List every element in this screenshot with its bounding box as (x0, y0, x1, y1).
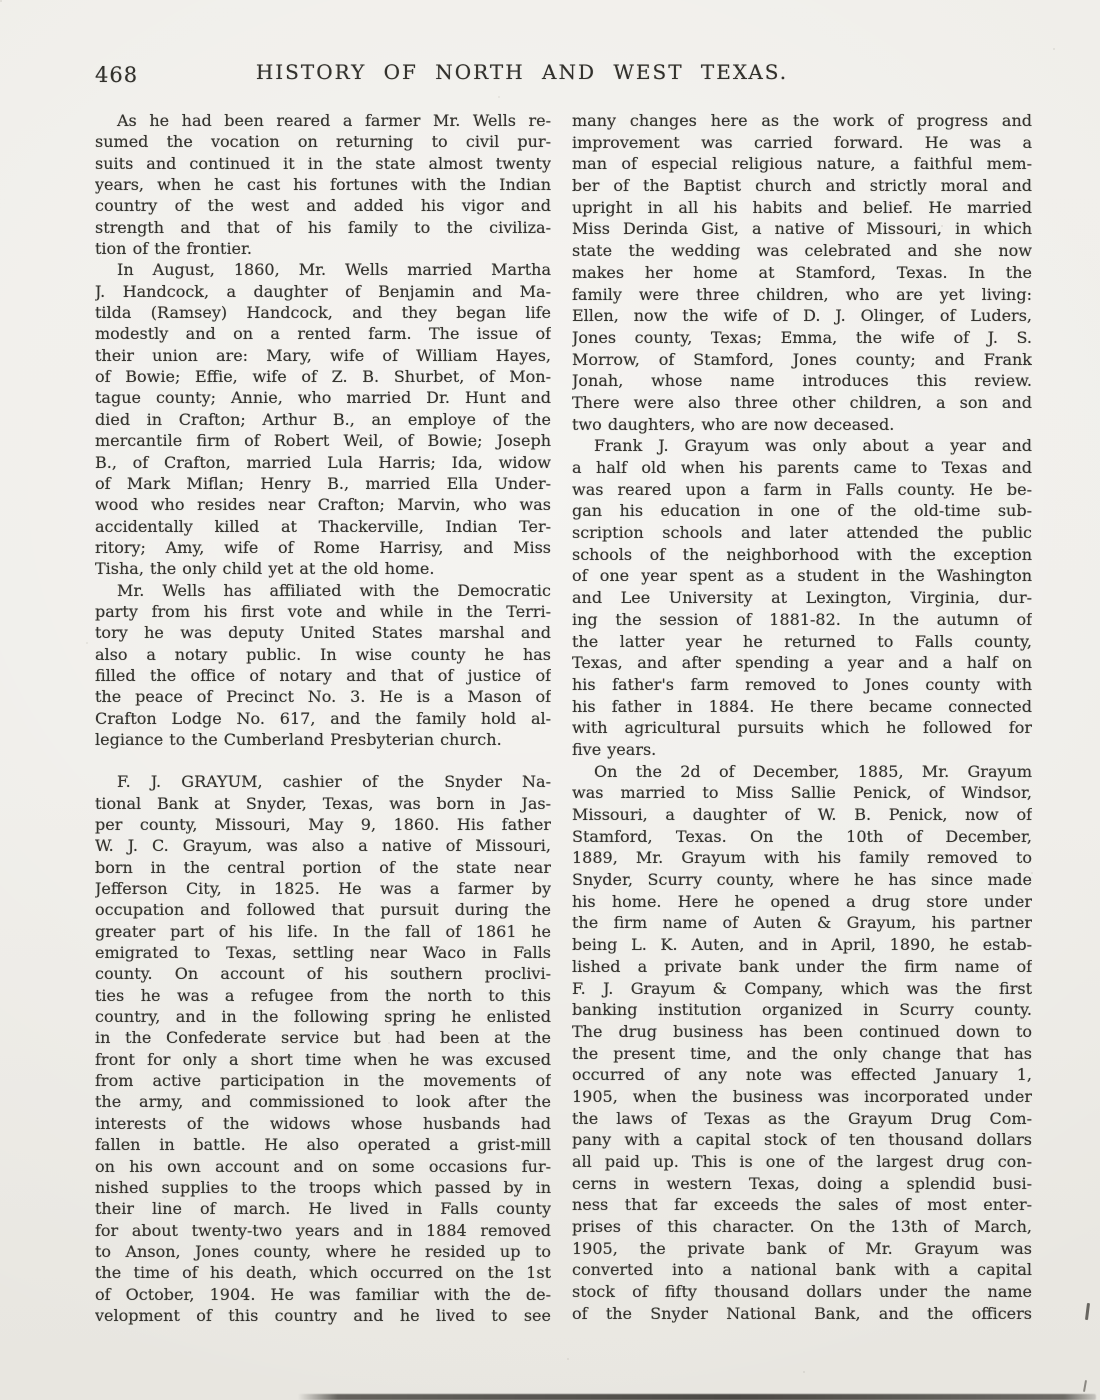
text-line: legiance to the Cumberland Presbyterian church. (95, 729, 502, 749)
text-line: the present time, and the only change that has (572, 1043, 1032, 1063)
text-line: and Lee University at Lexington, Virginia, dur- (572, 588, 1032, 608)
text-line: the laws of Texas as the Grayum Drug Com- (572, 1108, 1032, 1128)
text-line: Missouri, a daughter of W. B. Penick, now of (572, 805, 1032, 824)
text-line: a half old when his parents came to Texas and (572, 458, 1032, 477)
text-line: the firm name of Auten & Grayum, his partner (572, 913, 1032, 933)
column-right (572, 110, 1032, 1326)
text-line: of October, 1904. He was familiar with the de- (95, 1284, 551, 1304)
text-line: 1905, the private bank of Mr. Grayum was (572, 1238, 1032, 1258)
text-line: ties he was a refugee from the north to this (95, 985, 551, 1005)
text-line: Stamford, Texas. On the 10th of December, (572, 826, 1032, 846)
text-line: to Anson, Jones county, where he resided up to (95, 1241, 551, 1261)
text-line: ing the session of 1881-82. In the autumn of (572, 609, 1032, 629)
text-line: The drug business has been continued down to (572, 1021, 1032, 1041)
text-line: 1905, when the business was incorporated under (572, 1086, 1032, 1106)
text-line: being L. K. Auten, and in April, 1890, he estab- (572, 935, 1032, 955)
text-line: ritory; Amy, wife of Rome Harrisy, and Miss (95, 537, 551, 557)
text-line: his father's farm removed to Jones county with (572, 674, 1032, 694)
text-line: the army, and commissioned to look after the (95, 1092, 551, 1112)
text-line: As he had been reared a farmer Mr. Wells re- (117, 111, 551, 130)
text-line: B., of Crafton, married Lula Harris; Ida, widow (95, 452, 551, 472)
paragraph (572, 110, 1032, 435)
text-line: prises of this character. On the 13th of March, (572, 1217, 1032, 1237)
text-line: wood who resides near Crafton; Marvin, who was (95, 495, 551, 515)
text-line: man of especial religious nature, a faithful mem- (572, 154, 1032, 174)
text-line: five years. (572, 739, 657, 759)
text-line: of one year spent as a student in the Washington (572, 566, 1032, 586)
text-line: county. On account of his southern proclivi- (95, 964, 551, 984)
text-line: modestly and on a rented farm. The issue of (95, 324, 551, 344)
text-line: mercantile firm of Robert Weil, of Bowie; Joseph (95, 431, 551, 451)
text-line: Jonah, whose name introduces this review. (572, 371, 1032, 391)
text-line: makes her home at Stamford, Texas. In the (572, 262, 1032, 282)
scan-edge-mark (1085, 1303, 1090, 1320)
text-line: sumed the vocation on returning to civil pur- (95, 132, 551, 152)
text-line: occupation and followed that pursuit during the (95, 900, 551, 920)
text-line: the peace of Precinct No. 3. He is a Mason of (95, 687, 551, 707)
text-line: many changes here as the work of progress and (572, 111, 1032, 130)
text-line: In August, 1860, Mr. Wells married Martha (117, 260, 551, 280)
text-line: velopment of this country and he lived to see (95, 1305, 551, 1325)
paragraph (95, 110, 551, 259)
text-line: for about twenty-two years and in 1884 removed (95, 1220, 551, 1240)
text-line: tilda (Ramsey) Handcock, and they began life (95, 303, 551, 323)
text-line: all paid up. This is one of the largest drug con- (572, 1152, 1032, 1171)
text-line: F. J. GRAYUM, cashier of the Snyder Na- (117, 772, 551, 792)
text-line: his home. Here he opened a drug store under (572, 891, 1032, 911)
text-line: improvement was carried forward. He was a (572, 132, 1032, 152)
text-line: tion of the frontier. (95, 239, 252, 259)
text-line: greater part of his life. In the fall of 1861 he (95, 921, 551, 941)
text-line: tional Bank at Snyder, Texas, was born in Jas- (95, 793, 551, 813)
text-line: country of the west and added his vigor and (95, 196, 551, 216)
text-line: fallen in battle. He also operated a grist-mill (95, 1135, 551, 1155)
text-line: his father in 1884. He there became connected (572, 696, 1032, 716)
text-line: On the 2d of December, 1885, Mr. Grayum (594, 761, 1032, 781)
running-title: HISTORY OF NORTH AND WEST TEXAS. (255, 60, 789, 84)
text-line: banking institution organized in Scurry county. (572, 1000, 1032, 1020)
text-line: Miss Derinda Gist, a native of Missouri, in which (572, 219, 1032, 239)
text-line: of the Snyder National Bank, and the officers (572, 1303, 1032, 1323)
text-line: tague county; Annie, who married Dr. Hunt and (95, 388, 551, 408)
text-line: family were three children, who are yet living: (572, 284, 1032, 304)
page-header (0, 60, 1100, 92)
text-line: party from his first vote and while in the Terri- (95, 601, 551, 621)
text-line: There were also three other children, a son and (572, 392, 1032, 412)
text-line: converted into a national bank with a capital (572, 1260, 1032, 1280)
text-line: stock of fifty thousand dollars under the name (572, 1282, 1032, 1302)
page-number: 468 (95, 63, 139, 87)
paragraph (95, 580, 551, 751)
text-line: schools of the neighborhood with the exception (572, 544, 1032, 564)
text-line: on his own account and on some occasions fur- (95, 1156, 551, 1176)
text-line: Jefferson City, in 1825. He was a farmer by (95, 879, 551, 899)
text-line: Mr. Wells has affiliated with the Democratic (117, 580, 551, 600)
text-line: with agricultural pursuits which he followed for (572, 718, 1032, 738)
text-line: Frank J. Grayum was only about a year and (594, 436, 1032, 456)
text-line: filled the office of notary and that of justice of (95, 665, 551, 685)
text-line: strength and that of his family to the civiliza- (95, 217, 551, 237)
text-line: of Bowie; Effie, wife of Z. B. Shurbet, of Mon- (95, 367, 551, 387)
text-line: 1889, Mr. Grayum with his family removed to (572, 848, 1032, 868)
text-line: emigrated to Texas, settling near Waco in Falls (95, 943, 551, 963)
text-line: Ellen, now the wife of D. J. Olinger, of Luders, (572, 306, 1032, 326)
text-line: from active participation in the movements of (95, 1071, 551, 1091)
paragraph (95, 259, 551, 579)
text-columns (95, 110, 1032, 1326)
text-line: their union are: Mary, wife of William Hayes, (95, 345, 551, 365)
text-line: Jones county, Texas; Emma, the wife of J. S. (572, 327, 1032, 347)
text-line: of Mark Miflan; Henry B., married Ella Under- (95, 473, 551, 493)
text-line: Morrow, of Stamford, Jones county; and Frank (572, 349, 1032, 369)
paragraph (572, 435, 1032, 760)
text-line: per county, Missouri, May 9, 1860. His father (95, 815, 551, 834)
text-line: gan his education in one of the old-time sub- (572, 501, 1032, 521)
text-line: the time of his death, which occurred on the 1st (95, 1263, 551, 1283)
text-line: scription schools and later attended the public (572, 523, 1032, 543)
text-line: front for only a short time when he was excused (95, 1049, 551, 1069)
text-line: was reared upon a farm in Falls county. He be- (572, 479, 1032, 499)
text-line: state the wedding was celebrated and she now (572, 241, 1032, 261)
text-line: tory he was deputy United States marshal and (95, 623, 551, 643)
text-line: W. J. C. Grayum, was also a native of Missouri, (95, 836, 551, 856)
paragraph (95, 771, 551, 1326)
text-line: interests of the widows whose husbands had (95, 1113, 551, 1133)
text-line: Tisha, the only child yet at the old home. (95, 559, 435, 579)
text-line: occurred of any note was effected January 1, (572, 1065, 1032, 1085)
text-line: nished supplies to the troops which passed by in (95, 1177, 551, 1197)
text-line: died in Crafton; Arthur B., an employe of the (95, 409, 551, 429)
text-line: country, and in the following spring he enlisted (95, 1007, 551, 1027)
text-line: ber of the Baptist church and strictly moral and (572, 176, 1032, 196)
text-line: F. J. Grayum & Company, which was the first (572, 978, 1032, 998)
text-line: J. Handcock, a daughter of Benjamin and Ma- (95, 281, 551, 301)
text-line: also a notary public. In wise county he has (95, 644, 551, 664)
text-line: born in the central portion of the state near (95, 857, 551, 877)
text-line: ness that far exceeds the sales of most enter- (572, 1195, 1032, 1215)
scan-bottom-shadow (298, 1394, 1096, 1400)
text-line: Crafton Lodge No. 617, and the family hold al- (95, 708, 551, 728)
text-line: in the Confederate service but had been at the (95, 1028, 551, 1048)
text-line: was married to Miss Sallie Penick, of Windsor, (572, 783, 1032, 803)
text-line: the latter year he returned to Falls county, (572, 631, 1032, 651)
text-line: accidentally killed at Thackerville, Indian Ter- (95, 516, 551, 536)
text-line: upright in all his habits and belief. He married (572, 197, 1032, 217)
text-line: pany with a capital stock of ten thousand dollars (572, 1130, 1032, 1150)
text-line: Snyder, Scurry county, where he has since made (572, 870, 1032, 890)
text-line: Texas, and after spending a year and a half on (572, 653, 1032, 673)
column-left (95, 110, 551, 1326)
text-line: two daughters, who are now deceased. (572, 414, 895, 434)
scan-edge-mark (1083, 1380, 1087, 1392)
text-line: years, when he cast his fortunes with the Indian (95, 175, 551, 195)
text-line: suits and continued it in the state almost twenty (95, 153, 551, 173)
text-line: cerns in western Texas, doing a splendid busi- (572, 1173, 1032, 1193)
text-line: their line of march. He lived in Falls county (95, 1199, 551, 1219)
paragraph (572, 761, 1032, 1325)
text-line: lished a private bank under the firm name of (572, 956, 1032, 976)
